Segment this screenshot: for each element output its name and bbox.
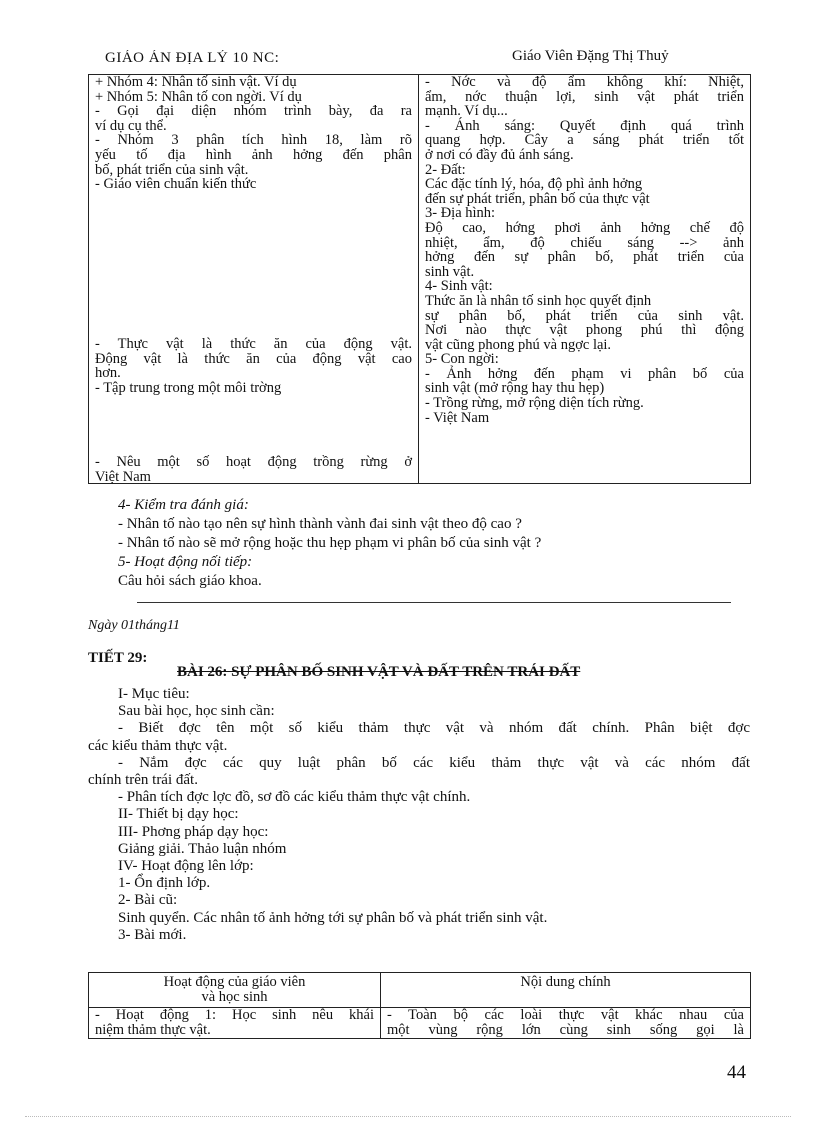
page-number: 44 <box>727 1062 746 1083</box>
lesson-date: Ngày 01tháng11 <box>88 618 180 633</box>
next-activity-heading: 5- Hoạt động nối tiếp: <box>118 554 253 570</box>
cell-line: - Hoạt động 1: Học sinh nêu khái <box>95 1007 374 1023</box>
table-cell <box>381 1008 751 1039</box>
table-row <box>89 973 751 1008</box>
column-header <box>381 973 751 1008</box>
main-content-cell <box>419 75 751 484</box>
list-item: + Nhóm 4: Nhân tố sinh vật. Ví dụ <box>95 74 297 90</box>
paragraph: chính trên trái đất. <box>88 772 198 789</box>
list-item: Nơi nào thực vật phong phú thì động <box>425 322 744 339</box>
cell-line: niệm thảm thực vật. <box>95 1021 211 1038</box>
list-item: + Nhóm 5: Nhân tố con ngời. Ví dụ <box>95 88 302 105</box>
column-header-line: Hoạt động của giáo viên <box>163 974 306 990</box>
column-header-line: và học sinh <box>201 988 268 1005</box>
list-item: - Gọi đại diện nhóm trình bày, đa ra <box>95 103 412 120</box>
lesson-title: BÀI 26: SỰ PHÂN BỐ SINH VẬT VÀ ĐẤT TRÊN TRÁI ĐẤT <box>177 664 581 680</box>
page-edge <box>25 1116 791 1117</box>
paragraph: Giảng giải. Thảo luận nhóm <box>118 840 287 857</box>
list-item: yếu tố địa hình ảnh hởng đến phân <box>95 146 412 163</box>
list-item: sự phân bố, phát triển của sinh vật. <box>425 307 744 324</box>
list-item: vật cũng phong phú và ngợc lại. <box>425 336 612 353</box>
section-heading: II- Thiết bị dạy học: <box>118 806 239 823</box>
list-item: quang hợp. Cây a sáng phát triển tốt <box>425 132 744 149</box>
list-item: - Trồng rừng, mở rộng diện tích rừng. <box>425 395 644 412</box>
list-item: - Tập trung trong một môi trờng <box>95 379 282 396</box>
paragraph: - Phân tích đợc lợc đồ, sơ đồ các kiểu thảm thực vật chính. <box>118 789 471 806</box>
lesson-period: TIẾT 29: <box>88 650 148 666</box>
section-heading: IV- Hoạt động lên lớp: <box>118 858 254 875</box>
assessment-heading: 4- Kiểm tra đánh giá: <box>118 497 249 513</box>
list-item: mạnh. Ví dụ... <box>425 103 508 120</box>
list-item: - Thực vật là thức ăn của động vật. <box>95 336 412 352</box>
column-header <box>89 973 381 1008</box>
lesson-body <box>88 686 750 944</box>
list-item: Các đặc tính lý, hóa, độ phì ảnh hởng <box>425 176 643 193</box>
list-item: Việt Nam <box>95 468 151 485</box>
header-left: GIÁO ÁN ĐỊA LÝ 10 NC: <box>105 50 280 64</box>
list-item: ẩm, nớc thuận lợi, sinh vật phát triển <box>425 88 744 105</box>
list-item: 4- Sinh vật: <box>425 278 493 295</box>
list-item: Độ cao, hớng phơi ảnh hởng chế độ <box>425 219 744 236</box>
list-item: Động vật là thức ăn của động vật cao <box>95 350 412 367</box>
section-heading: III- Phơng pháp dạy học: <box>118 823 269 840</box>
paragraph: Sinh quyển. Các nhân tố ảnh hởng tới sự phân bố và phát triển sinh vật. <box>118 909 548 926</box>
paragraph: các kiểu thảm thực vật. <box>88 737 228 754</box>
paragraph: 3- Bài mới. <box>118 926 187 943</box>
paragraph: - Biết đợc tên một số kiểu thảm thực vật và nhóm đất chính. Phân biệt đợc <box>118 720 750 737</box>
list-item: nhiệt, ẩm, độ chiếu sáng --> ảnh <box>425 234 744 251</box>
list-item: - Nhóm 3 phân tích hình 18, làm rõ <box>95 132 412 149</box>
cell-line: một vùng rộng lớn cùng sinh sống gọi là <box>387 1021 744 1038</box>
list-item: Thức ăn là nhân tố sinh học quyết định <box>425 292 652 309</box>
paragraph: 2- Bài cũ: <box>118 892 178 909</box>
cell-line: - Toàn bộ các loài thực vật khác nhau của <box>387 1007 744 1023</box>
list-item: ví dụ cụ thể. <box>95 117 167 134</box>
activity-table-2 <box>88 972 751 1039</box>
list-item: - Ánh sáng: Quyết định quá trình <box>425 117 744 134</box>
list-item: bố, phát triển của sinh vật. <box>95 161 249 178</box>
list-item: ở nơi có đầy đủ ánh sáng. <box>425 146 574 163</box>
divider <box>137 602 731 603</box>
list-item: sinh vật. <box>425 263 475 280</box>
list-item: 5- Con ngời: <box>425 351 499 368</box>
list-item: - Giáo viên chuẩn kiến thức <box>95 176 257 193</box>
assessment-question: - Nhân tố nào sẽ mở rộng hoặc thu hẹp phạm vi phân bố của sinh vật ? <box>118 535 542 551</box>
list-item: hơn. <box>95 365 121 382</box>
assessment-question: - Nhân tố nào tạo nên sự hình thành vành đai sinh vật theo độ cao ? <box>118 516 522 532</box>
list-item: - Nêu một số hoạt động trồng rừng ở <box>95 454 412 470</box>
list-item: 2- Đất: <box>425 161 466 178</box>
paragraph: - Nắm đợc các quy luật phân bố các kiểu thảm thực vật và các nhóm đất <box>118 754 750 771</box>
activity-table-1 <box>88 74 751 484</box>
list-item: - Ảnh hởng đến phạm vi phân bố của <box>425 365 744 382</box>
paragraph: Sau bài học, học sinh cần: <box>118 703 275 720</box>
list-item: 3- Địa hình: <box>425 205 496 222</box>
list-item: sinh vật (mở rộng hay thu hẹp) <box>425 380 605 397</box>
table-row <box>89 1008 751 1039</box>
list-item: - Việt Nam <box>425 409 490 426</box>
list-item: - Nớc và độ ẩm không khí: Nhiệt, <box>425 74 744 90</box>
header-right: Giáo Viên Đặng Thị Thuỷ <box>512 48 669 64</box>
list-item: hởng đến sự phân bố, phát triển của <box>425 249 744 266</box>
next-activity-text: Câu hỏi sách giáo khoa. <box>118 573 262 589</box>
table-cell <box>89 1008 381 1039</box>
table-row <box>89 75 751 484</box>
column-header-line: Nội dung chính <box>520 974 611 990</box>
paragraph: 1- Ổn định lớp. <box>118 875 211 892</box>
list-item: đến sự phát triển, phân bố của thực vật <box>425 190 650 207</box>
teacher-activity-cell <box>89 75 419 484</box>
section-heading: I- Mục tiêu: <box>118 686 190 702</box>
